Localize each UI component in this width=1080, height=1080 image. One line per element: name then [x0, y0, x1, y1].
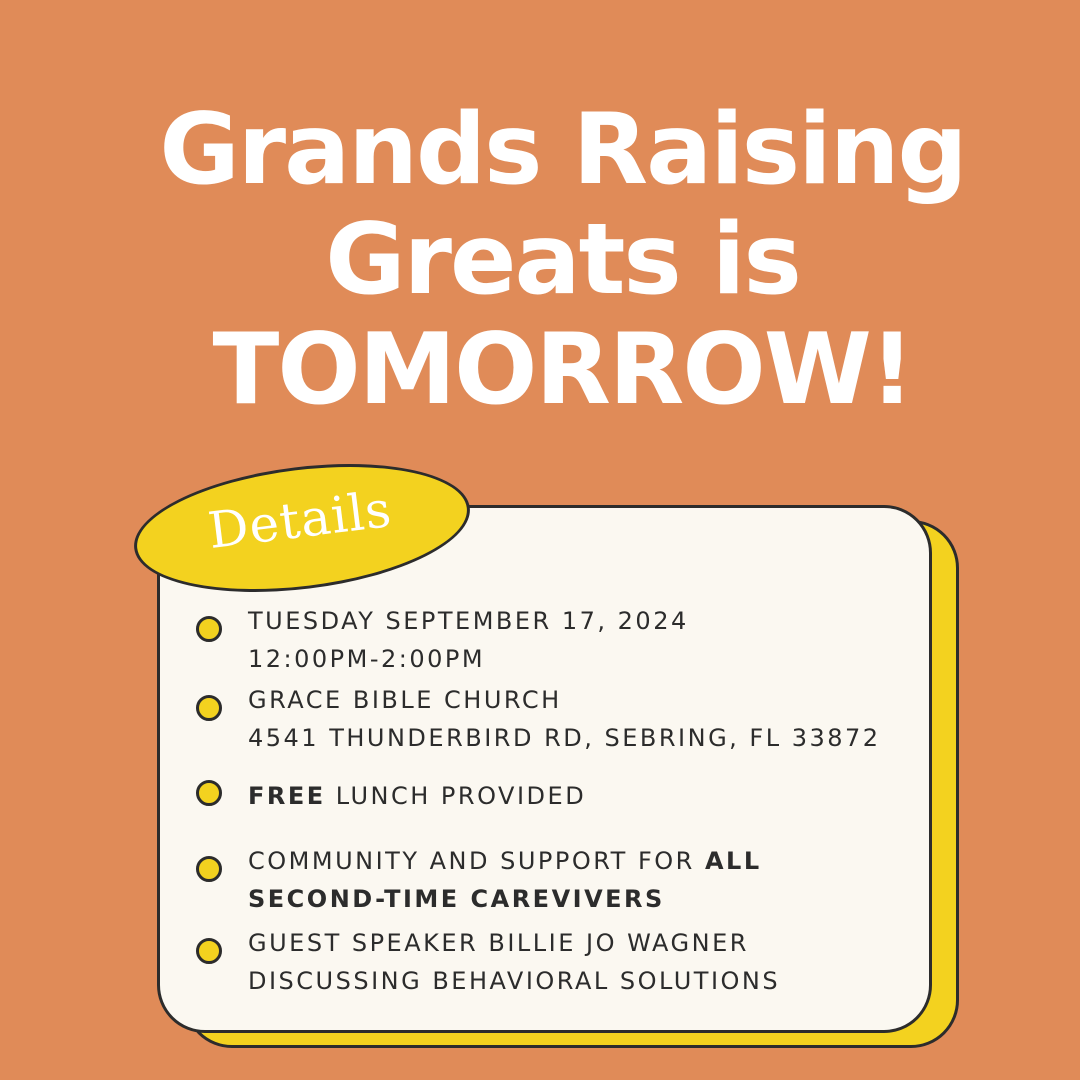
headline-line-1: Grands Raising [159, 93, 966, 207]
bullet-icon [196, 938, 222, 964]
details-label: Details [205, 479, 395, 561]
detail-community-text: COMMUNITY AND SUPPORT FOR [248, 847, 705, 875]
bullet-icon [196, 616, 222, 642]
detail-lunch-text: LUNCH PROVIDED [325, 782, 587, 810]
headline-line-3: TOMORROW! [212, 313, 913, 427]
detail-address: 4541 THUNDERBIRD RD, SEBRING, FL 33872 [248, 724, 881, 752]
headline [0, 95, 1080, 425]
headline-line-2: Greats is [325, 203, 800, 317]
detail-venue: GRACE BIBLE CHURCH [248, 686, 562, 714]
detail-date: TUESDAY SEPTEMBER 17, 2024 [248, 607, 689, 635]
bullet-icon [196, 695, 222, 721]
detail-lunch-bold: FREE [248, 782, 326, 810]
detail-topic: DISCUSSING BEHAVIORAL SOLUTIONS [248, 967, 781, 995]
bullet-icon [196, 780, 222, 806]
detail-time: 12:00PM-2:00PM [248, 645, 486, 673]
bullet-icon [196, 856, 222, 882]
detail-community-bold: ALL [704, 847, 762, 875]
detail-carevivers: SECOND-TIME CAREVIVERS [248, 885, 665, 913]
detail-speaker: GUEST SPEAKER BILLIE JO WAGNER [248, 929, 749, 957]
